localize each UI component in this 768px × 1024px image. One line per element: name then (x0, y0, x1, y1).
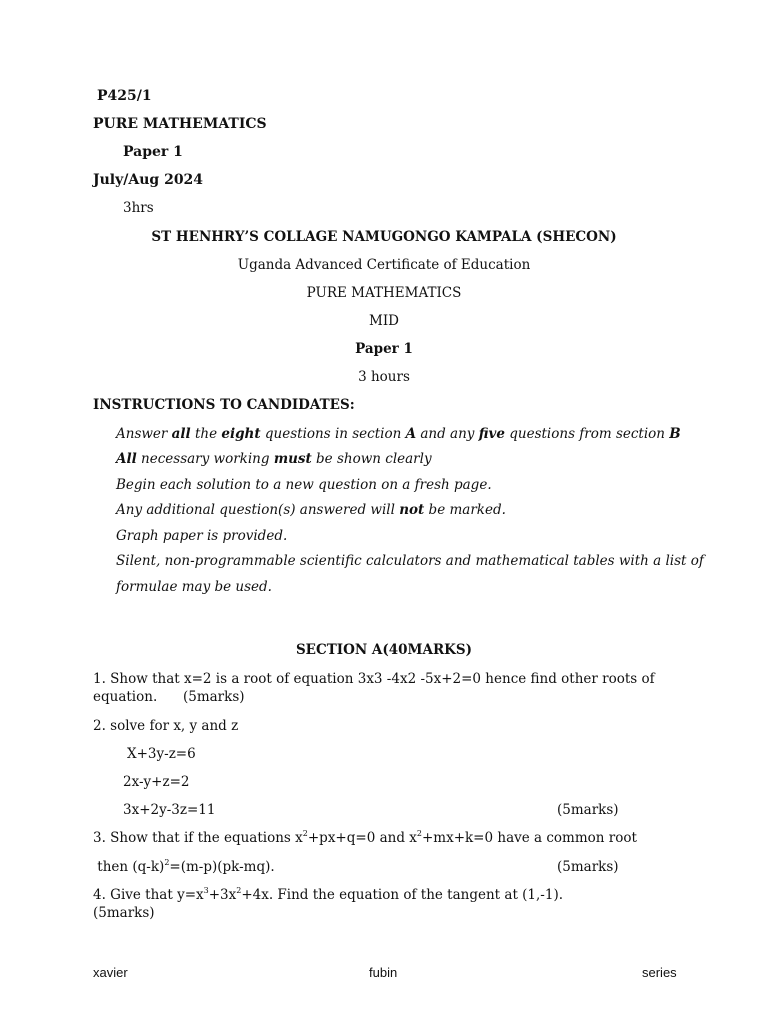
question-3: 3. Show that if the equations $x^2+px+q=0$ and $x^2+mx+k=0$ have a common root (93, 829, 637, 846)
subject-heading: PURE MATHEMATICS (93, 116, 267, 132)
certificate-name: Uganda Advanced Certificate of Education (237, 257, 531, 273)
question-4-marks: (5marks) (93, 905, 155, 921)
duration: 3hrs (123, 200, 154, 216)
title-paper: Paper 1 (355, 341, 413, 357)
instruction-2: All necessary working must be shown clearly (116, 451, 432, 467)
instruction-5: Graph paper is provided. (116, 528, 288, 544)
instruction-3: Begin each solution to a new question on a fresh page. (116, 477, 492, 493)
question-2: 2. solve for x, y and z (93, 718, 239, 734)
equation-2: 2x-y+z=2 (123, 774, 190, 790)
school-name: ST HENHRY’S COLLAGE NAMUGONGO KAMPALA (SHECON) (151, 229, 617, 245)
title-hours: 3 hours (358, 369, 410, 385)
footer-left: xavier (93, 965, 128, 980)
session-date: July/Aug 2024 (93, 172, 204, 188)
exam-type: MID (369, 313, 399, 329)
paper-code: P425/1 (97, 88, 152, 104)
instruction-6-cont: formulae may be used. (116, 579, 272, 595)
title-subject: PURE MATHEMATICS (306, 285, 462, 301)
instruction-6: Silent, non-programmable scientific calculators and mathematical tables with a list of (116, 553, 704, 569)
paper-label: Paper 1 (123, 144, 183, 160)
equation-3: 3x+2y-3z=11 (123, 802, 216, 818)
footer-center: fubin (369, 965, 398, 980)
instruction-4: Any additional question(s) answered will not be marked. (116, 502, 506, 518)
section-a-heading: SECTION A(40MARKS) (295, 642, 473, 658)
question-4: 4. Give that $y=x^3+3x^2+4x$. Find the equation of the tangent at (1,-1). (93, 886, 564, 903)
equation-1: X+3y-z=6 (127, 746, 196, 762)
question-3-cont: then $(q-k)^2=(m-p)(pk-mq)$. (93, 858, 275, 875)
instruction-1: Answer all the eight questions in section A and any five questions from section B (116, 426, 681, 442)
instructions-heading: INSTRUCTIONS TO CANDIDATES: (93, 397, 355, 413)
footer-right: series (642, 965, 677, 980)
question-1-cont: equation. (5marks) (93, 689, 245, 705)
question-3-marks: (5marks) (557, 859, 619, 875)
question-2-marks: (5marks) (557, 802, 619, 818)
question-1: 1. Show that x=2 is a root of equation 3x3 -4x2 -5x+2=0 hence find other roots of (93, 671, 655, 687)
